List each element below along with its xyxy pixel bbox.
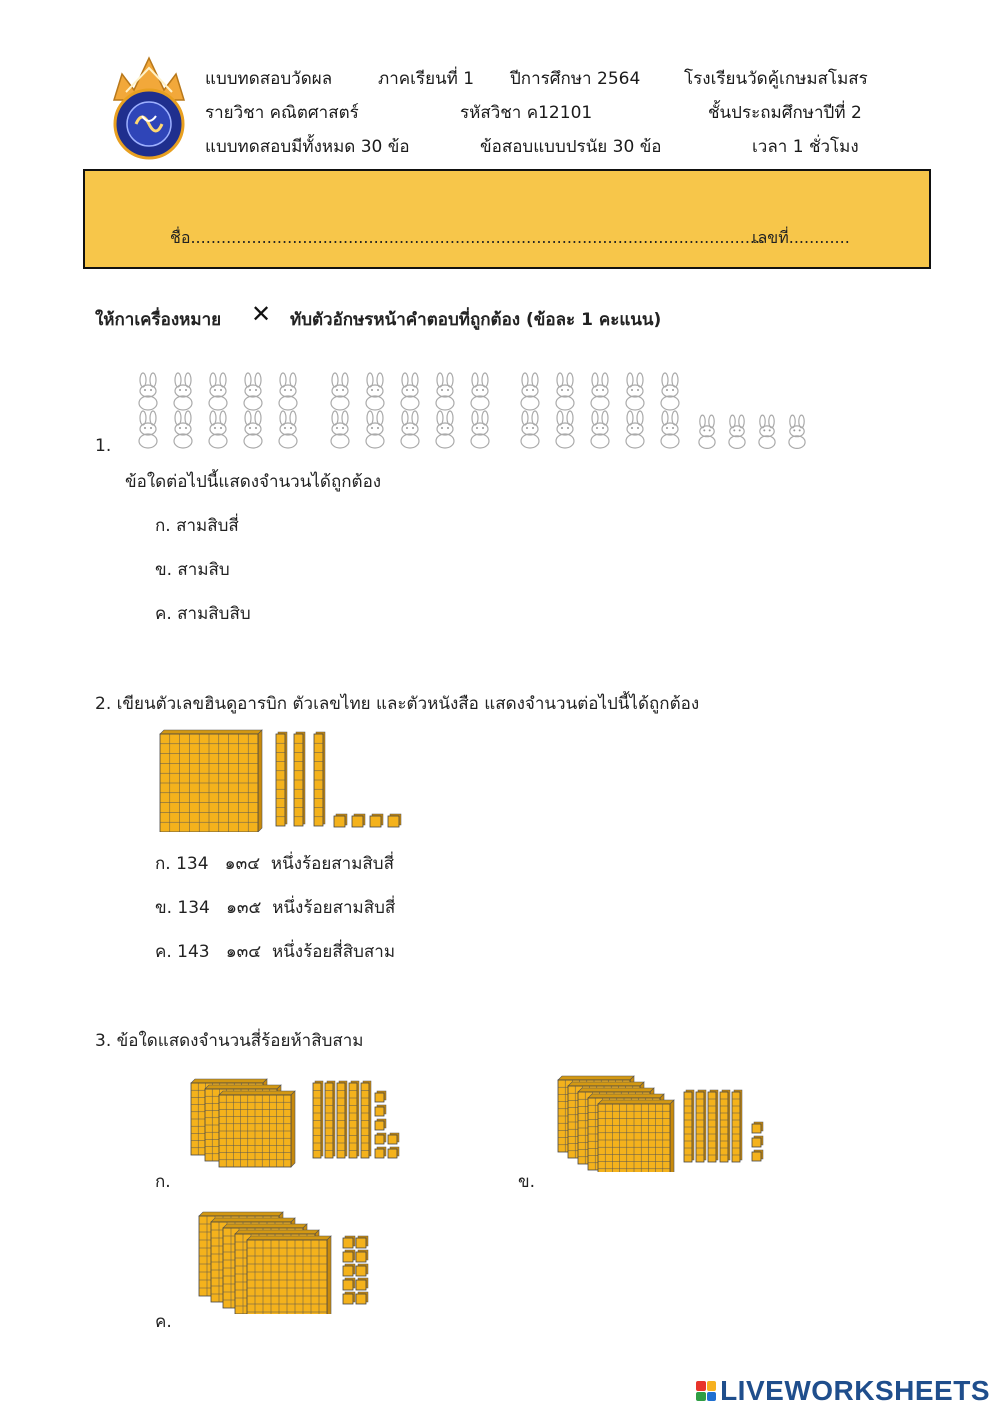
q2-option-c-words: หนึ่งร้อยสี่สิบสาม (271, 942, 396, 962)
hundred-flat (219, 1091, 295, 1167)
q2-option-a-label: ก. 134 (155, 854, 209, 874)
cross-mark-icon: ✕ (251, 300, 272, 328)
q3-question: 3. ข้อใดแสดงจำนวนสี่ร้อยห้าสิบสาม (95, 1031, 364, 1051)
header-time: เวลา 1 ชั่วโมง (752, 137, 859, 157)
unit-cube (343, 1250, 355, 1262)
q3-option-c-label[interactable]: ค. (155, 1312, 172, 1332)
hundred-flat (160, 730, 262, 832)
rabbit-drawing (244, 411, 262, 448)
unit-cube (356, 1250, 368, 1262)
unit-cube (375, 1105, 386, 1116)
unit-cube (356, 1236, 368, 1248)
header-subject-code: รหัสวิชา ค12101 (460, 103, 593, 123)
q1-option-a[interactable]: ก. สามสิบสี่ (155, 516, 239, 536)
header-term: ภาคเรียนที่ 1 (378, 69, 475, 89)
ten-rod (349, 1081, 359, 1158)
unit-cube (343, 1236, 355, 1248)
unit-cube (752, 1122, 763, 1133)
q3-option-b-label[interactable]: ข. (518, 1172, 536, 1192)
ten-rod (684, 1090, 694, 1162)
q2-option-b-words: หนึ่งร้อยสามสิบสี่ (272, 898, 396, 918)
liveworksheets-icon (696, 1381, 716, 1401)
rabbit-drawing (401, 373, 419, 410)
q2-base-ten-blocks (158, 728, 410, 832)
q2-option-c-thai: ๑๓๔ (225, 942, 262, 962)
unit-cube (352, 814, 365, 827)
hundred-flat (598, 1100, 674, 1172)
rabbit-drawing (279, 373, 297, 410)
rabbit-drawing (331, 411, 349, 448)
ten-rod (337, 1081, 347, 1158)
rabbit-drawing (699, 415, 715, 448)
rabbit-drawing (209, 411, 227, 448)
liveworksheets-brand: LIVEWORKSHEETS (720, 1375, 990, 1406)
q2-option-a[interactable] (155, 850, 394, 877)
unit-cube (375, 1133, 386, 1144)
header-grade: ชั้นประถมศึกษาปีที่ 2 (708, 103, 862, 123)
header-test-label: แบบทดสอบวัดผล (205, 69, 333, 89)
rabbit-drawing (591, 373, 609, 410)
unit-cube (343, 1278, 355, 1290)
rabbit-drawing (139, 411, 157, 448)
rabbit-drawing (401, 411, 419, 448)
rabbit-drawing (471, 373, 489, 410)
q2-option-a-words: หนึ่งร้อยสามสิบสี่ (270, 854, 394, 874)
instruction-text-after: ทับตัวอักษรหน้าคำตอบที่ถูกต้อง (ข้อละ 1 คะแนน) (290, 310, 662, 330)
unit-cube (752, 1136, 763, 1147)
rabbit-drawing (209, 373, 227, 410)
q3-option-c-blocks (195, 1208, 375, 1314)
unit-cube (334, 814, 347, 827)
q1-option-b[interactable]: ข. สามสิบ (155, 560, 230, 580)
rabbit-drawing (331, 373, 349, 410)
rabbit-drawing (366, 411, 384, 448)
unit-cube (752, 1150, 763, 1161)
header-year: ปีการศึกษา 2564 (510, 69, 641, 89)
rabbit-drawing (626, 411, 644, 448)
q1-option-c[interactable]: ค. สามสิบสิบ (155, 604, 251, 624)
ten-rod (313, 1081, 323, 1158)
q3-option-a-label[interactable]: ก. (155, 1172, 171, 1192)
header-subject: รายวิชา คณิตศาสตร์ (205, 103, 359, 123)
unit-cube (388, 1147, 399, 1158)
ten-rod (276, 732, 287, 826)
rabbit-drawing (661, 411, 679, 448)
unit-cube (388, 814, 401, 827)
student-number-field[interactable]: เลขที่............ (752, 228, 850, 247)
rabbit-drawing (471, 411, 489, 448)
q1-number: 1. (95, 436, 112, 456)
q2-option-c-label: ค. 143 (155, 942, 210, 962)
rabbit-drawing (174, 411, 192, 448)
unit-cube (375, 1091, 386, 1102)
rabbit-drawing (591, 411, 609, 448)
rabbit-drawing (521, 411, 539, 448)
rabbit-drawing (556, 373, 574, 410)
unit-cube (356, 1278, 368, 1290)
unit-cube (370, 814, 383, 827)
ten-rod (696, 1090, 706, 1162)
header-total-items: แบบทดสอบมีทั้งหมด 30 ข้อ (205, 137, 410, 157)
q2-option-b-label: ข. 134 (155, 898, 210, 918)
rabbit-drawing (436, 373, 454, 410)
q2-option-b[interactable] (155, 894, 395, 921)
rabbit-drawing (139, 373, 157, 410)
rabbit-drawing (626, 373, 644, 410)
ten-rod (314, 732, 325, 826)
ten-rod (325, 1081, 335, 1158)
q1-rabbit-picture (122, 372, 832, 458)
q2-question: 2. เขียนตัวเลขฮินดูอารบิก ตัวเลขไทย และตัวหนังสือ แสดงจำนวนต่อไปนี้ได้ถูกต้อง (95, 694, 700, 714)
unit-cube (375, 1119, 386, 1130)
ten-rod (708, 1090, 718, 1162)
ten-rod (361, 1081, 371, 1158)
rabbit-drawing (556, 411, 574, 448)
unit-cube (375, 1147, 386, 1158)
rabbit-drawing (436, 411, 454, 448)
rabbit-drawing (789, 415, 805, 448)
rabbit-drawing (661, 373, 679, 410)
unit-cube (356, 1292, 368, 1304)
rabbit-drawing (729, 415, 745, 448)
student-name-field[interactable]: ชื่อ................................................................................................................. (170, 228, 766, 247)
rabbit-drawing (279, 411, 297, 448)
ten-rod (294, 732, 305, 826)
rabbit-drawing (521, 373, 539, 410)
hundred-flat (247, 1236, 331, 1314)
unit-cube (356, 1264, 368, 1276)
instruction-text-before: ให้กาเครื่องหมาย (95, 310, 222, 330)
q2-option-a-thai: ๑๓๔ (224, 854, 261, 874)
q1-question: ข้อใดต่อไปนี้แสดงจำนวนได้ถูกต้อง (125, 472, 382, 492)
ten-rod (732, 1090, 742, 1162)
unit-cube (388, 1133, 399, 1144)
rabbit-drawing (174, 373, 192, 410)
header-school: โรงเรียนวัดคู้เกษมสโมสร (684, 69, 868, 89)
q3-option-b-blocks (552, 1072, 777, 1172)
rabbit-drawing (244, 373, 262, 410)
rabbit-drawing (366, 373, 384, 410)
q2-option-c[interactable] (155, 938, 395, 965)
header-mc-items: ข้อสอบแบบปรนัย 30 ข้อ (480, 137, 662, 157)
ten-rod (720, 1090, 730, 1162)
unit-cube (343, 1264, 355, 1276)
liveworksheets-logo (696, 1375, 990, 1407)
school-logo (108, 52, 190, 164)
student-info-box (83, 169, 931, 269)
q2-option-b-thai: ๑๓๕ (226, 898, 262, 918)
unit-cube (343, 1292, 355, 1304)
q3-option-a-blocks (185, 1075, 400, 1175)
rabbit-drawing (759, 415, 775, 448)
